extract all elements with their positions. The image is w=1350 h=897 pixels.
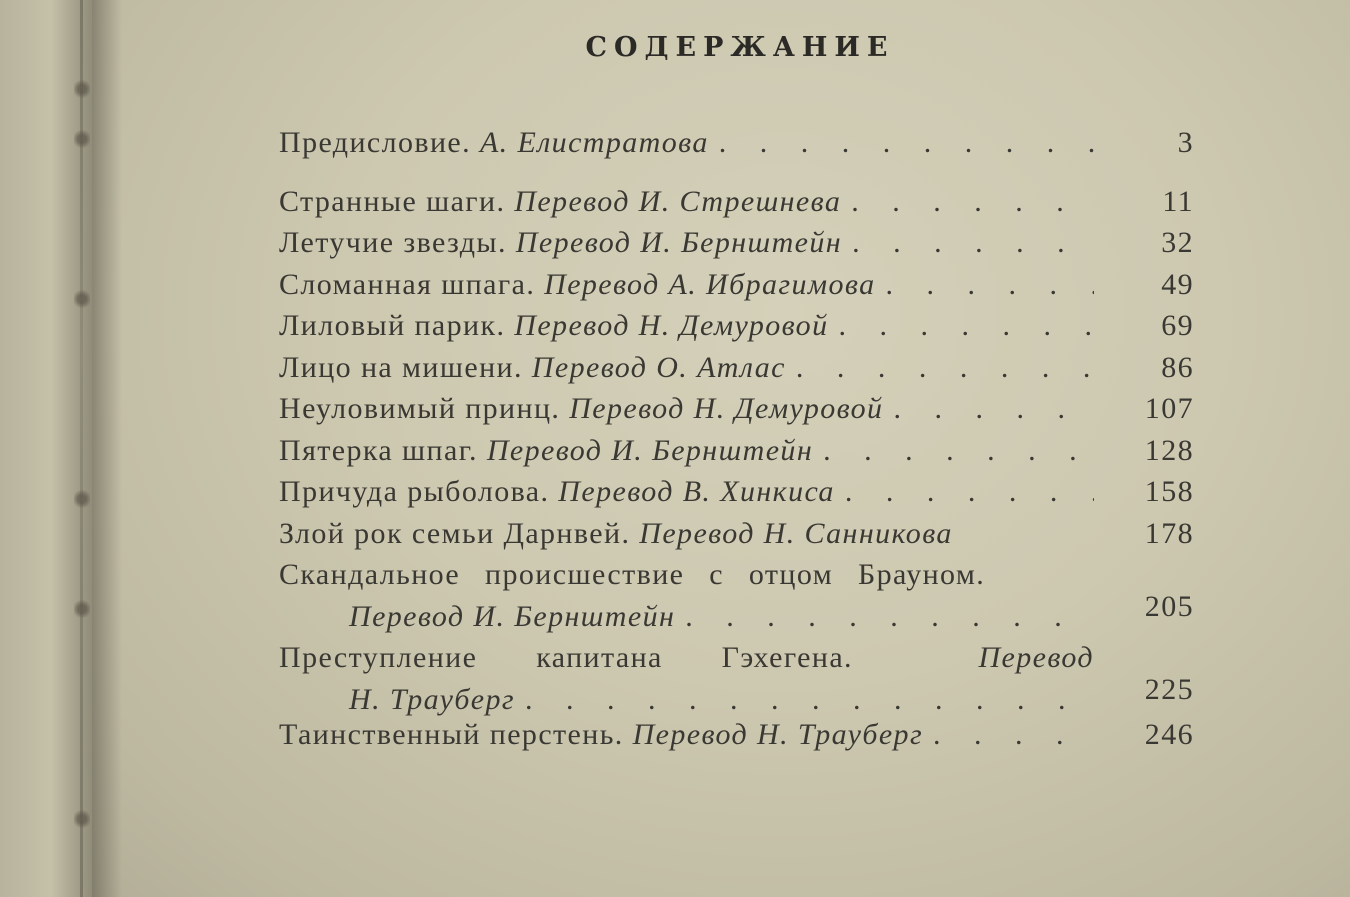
page-number: 107 — [1144, 392, 1194, 425]
entry-author: Н. Трауберг — [349, 682, 516, 716]
entry-title: Предисловие. — [279, 126, 472, 159]
leader-dots — [841, 185, 1094, 219]
entry-title: Лиловый парик. — [279, 309, 506, 342]
leader-dots — [675, 600, 1094, 634]
entry-author: Перевод А. Ибрагимова — [544, 267, 876, 301]
leader-dots — [709, 126, 1094, 160]
toc-entry — [279, 475, 1194, 517]
table-of-contents — [279, 126, 1194, 760]
leader-dots — [835, 475, 1094, 509]
page-number: 205 — [1144, 589, 1194, 623]
leader-dots — [883, 392, 1094, 426]
toc-entry — [279, 185, 1194, 227]
entry-author: А. Елистратова — [479, 126, 709, 159]
entry-title: Пятерка шпаг. — [279, 433, 478, 467]
leader-dots — [842, 226, 1094, 260]
gutter-shadow — [92, 0, 122, 897]
page-number: 11 — [1162, 184, 1194, 218]
leader-dots — [813, 434, 1094, 468]
page-number: 86 — [1161, 350, 1194, 384]
toc-entry — [279, 434, 1194, 476]
entry-title: Летучие звезды. — [279, 226, 507, 259]
leader-dots — [828, 309, 1094, 343]
entry-title: Лицо на мишени. — [279, 350, 523, 384]
binding-stitch — [74, 128, 90, 150]
entry-author: Перевод И. Бернштейн — [486, 433, 814, 467]
toc-entry — [279, 641, 1194, 724]
binding-stitch — [74, 598, 90, 620]
entry-author: Перевод И. Стрешнева — [514, 184, 842, 218]
toc-entry — [279, 226, 1194, 268]
toc-entry — [279, 126, 1194, 168]
leader-dots — [923, 718, 1094, 752]
entry-title: Странные шаги. — [279, 184, 506, 218]
leader-dots — [875, 268, 1094, 302]
toc-entry — [279, 718, 1194, 760]
toc-entry — [279, 268, 1194, 310]
entry-title: Скандальное происшествие с отцом Брауном. — [279, 558, 986, 591]
leader-dots — [515, 683, 1094, 717]
binding-stitch — [74, 288, 90, 310]
toc-entry — [279, 309, 1194, 351]
toc-entry — [279, 517, 1194, 559]
page-title: СОДЕРЖАНИЕ — [585, 32, 895, 63]
toc-entry — [279, 392, 1194, 434]
entry-title: Причуда рыболова. — [279, 475, 550, 508]
page-number: 225 — [1144, 672, 1194, 706]
toc-entry — [279, 351, 1194, 393]
page-number: 69 — [1161, 309, 1194, 342]
page-number: 178 — [1144, 516, 1194, 550]
page-number: 128 — [1144, 433, 1194, 467]
entry-title: Таинственный перстень. — [279, 718, 624, 751]
toc-entry — [279, 558, 1194, 641]
entry-title: Неуловимый принц. — [279, 392, 561, 425]
entry-author: Перевод Н. Демуровой — [514, 309, 829, 342]
entry-author: Перевод Н. Трауберг — [632, 718, 924, 751]
entry-author: Перевод О. Атлас — [531, 350, 786, 384]
entry-title: Злой рок семьи Дарнвей. — [279, 516, 631, 550]
binding-stitch — [74, 78, 90, 100]
page-number: 3 — [1177, 126, 1194, 159]
page-number: 32 — [1161, 226, 1194, 259]
binding-stitch — [74, 488, 90, 510]
page-number: 49 — [1161, 267, 1194, 301]
entry-author: Перевод Н. Демуровой — [569, 392, 884, 425]
entry-author-prefix: Перевод — [978, 641, 1094, 674]
leader-dots — [786, 351, 1094, 385]
entry-title: Преступление капитана Гэхегена. — [279, 641, 853, 674]
entry-author: Перевод В. Хинкиса — [558, 475, 835, 508]
page-number: 246 — [1144, 718, 1194, 751]
binding-stitch — [74, 808, 90, 830]
entry-author: Перевод Н. Санникова — [639, 516, 953, 550]
page-number: 158 — [1144, 475, 1194, 508]
entry-title: Сломанная шпага. — [279, 267, 536, 301]
entry-author: Перевод И. Бернштейн — [515, 226, 843, 259]
entry-author: Перевод И. Бернштейн — [349, 599, 676, 633]
